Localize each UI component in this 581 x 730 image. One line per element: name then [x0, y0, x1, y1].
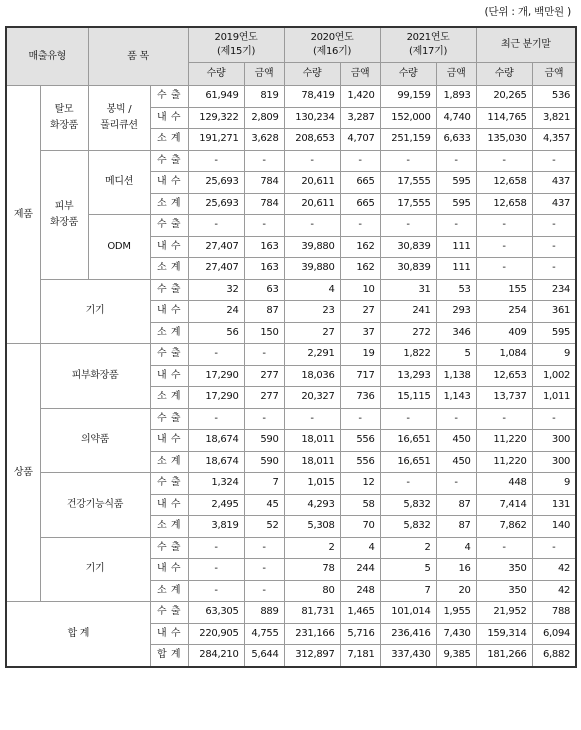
- category-label: 건강기능식품: [40, 473, 150, 538]
- value-cell: 1,138: [436, 365, 476, 387]
- value-cell: 3,628: [244, 129, 284, 151]
- value-cell: -: [284, 150, 340, 172]
- header-amt: 금액: [436, 63, 476, 86]
- value-cell: 1,002: [532, 365, 576, 387]
- value-cell: 10: [340, 279, 380, 301]
- value-cell: 30,839: [380, 236, 436, 258]
- value-cell: 129,322: [188, 107, 244, 129]
- category-label: 기기: [40, 279, 150, 344]
- value-cell: 31: [380, 279, 436, 301]
- header-amt: 금액: [532, 63, 576, 86]
- category-label: 탈모 화장품: [40, 86, 88, 151]
- header-2020: 2020연도 (제16기): [284, 27, 380, 63]
- row-type-label: 수 출: [150, 408, 188, 430]
- row-type-label: 내 수: [150, 559, 188, 581]
- value-cell: 18,674: [188, 430, 244, 452]
- value-cell: 18,036: [284, 365, 340, 387]
- value-cell: -: [532, 258, 576, 280]
- value-cell: 111: [436, 236, 476, 258]
- value-cell: -: [188, 537, 244, 559]
- value-cell: -: [380, 215, 436, 237]
- value-cell: -: [284, 215, 340, 237]
- value-cell: 717: [340, 365, 380, 387]
- value-cell: 819: [244, 86, 284, 108]
- value-cell: -: [380, 473, 436, 495]
- value-cell: 99,159: [380, 86, 436, 108]
- value-cell: -: [532, 150, 576, 172]
- value-cell: 350: [476, 559, 532, 581]
- value-cell: 16,651: [380, 430, 436, 452]
- value-cell: 254: [476, 301, 532, 323]
- value-cell: 52: [244, 516, 284, 538]
- value-cell: 5,308: [284, 516, 340, 538]
- value-cell: -: [188, 150, 244, 172]
- value-cell: 16,651: [380, 451, 436, 473]
- header-amt: 금액: [340, 63, 380, 86]
- value-cell: -: [476, 236, 532, 258]
- value-cell: -: [340, 215, 380, 237]
- value-cell: 27,407: [188, 258, 244, 280]
- value-cell: 24: [188, 301, 244, 323]
- row-type-label: 소 계: [150, 387, 188, 409]
- row-type-label: 내 수: [150, 236, 188, 258]
- header-qty: 수량: [476, 63, 532, 86]
- value-cell: 135,030: [476, 129, 532, 151]
- value-cell: 20,611: [284, 193, 340, 215]
- value-cell: 6,633: [436, 129, 476, 151]
- value-cell: 7,414: [476, 494, 532, 516]
- row-type-label: 소 계: [150, 322, 188, 344]
- value-cell: 437: [532, 172, 576, 194]
- value-cell: 27: [340, 301, 380, 323]
- header-2021: 2021연도 (제17기): [380, 27, 476, 63]
- value-cell: 12: [340, 473, 380, 495]
- value-cell: 191,271: [188, 129, 244, 151]
- value-cell: 556: [340, 451, 380, 473]
- value-cell: 19: [340, 344, 380, 366]
- value-cell: 45: [244, 494, 284, 516]
- value-cell: 15,115: [380, 387, 436, 409]
- header-qty: 수량: [284, 63, 340, 86]
- product-label: 메디션: [88, 150, 150, 215]
- value-cell: 361: [532, 301, 576, 323]
- value-cell: 131: [532, 494, 576, 516]
- value-cell: 18,011: [284, 451, 340, 473]
- value-cell: 272: [380, 322, 436, 344]
- value-cell: 18,674: [188, 451, 244, 473]
- value-cell: 312,897: [284, 645, 340, 667]
- row-type-label: 소 계: [150, 129, 188, 151]
- value-cell: 595: [436, 172, 476, 194]
- value-cell: 17,290: [188, 387, 244, 409]
- value-cell: 1,465: [340, 602, 380, 624]
- row-type-label: 수 출: [150, 473, 188, 495]
- value-cell: 140: [532, 516, 576, 538]
- total-label: 합 계: [6, 602, 150, 667]
- header-sales-type: 매출유형: [6, 27, 88, 86]
- value-cell: 234: [532, 279, 576, 301]
- value-cell: -: [244, 150, 284, 172]
- value-cell: 3,821: [532, 107, 576, 129]
- value-cell: 20,611: [284, 172, 340, 194]
- value-cell: 784: [244, 172, 284, 194]
- value-cell: 5,832: [380, 494, 436, 516]
- row-type-label: 내 수: [150, 365, 188, 387]
- product-label: 봉빅 / 풀리큐션: [88, 86, 150, 151]
- value-cell: 889: [244, 602, 284, 624]
- value-cell: -: [244, 344, 284, 366]
- value-cell: 4,740: [436, 107, 476, 129]
- category-label: 피부 화장품: [40, 150, 88, 279]
- value-cell: 7: [380, 580, 436, 602]
- value-cell: 536: [532, 86, 576, 108]
- value-cell: 70: [340, 516, 380, 538]
- value-cell: 595: [532, 322, 576, 344]
- value-cell: 4: [284, 279, 340, 301]
- header-qty: 수량: [380, 63, 436, 86]
- value-cell: 152,000: [380, 107, 436, 129]
- value-cell: -: [188, 344, 244, 366]
- value-cell: 11,220: [476, 451, 532, 473]
- row-type-label: 소 계: [150, 193, 188, 215]
- value-cell: 25,693: [188, 172, 244, 194]
- value-cell: -: [476, 537, 532, 559]
- value-cell: 231,166: [284, 623, 340, 645]
- value-cell: -: [532, 408, 576, 430]
- value-cell: 300: [532, 451, 576, 473]
- value-cell: 244: [340, 559, 380, 581]
- value-cell: -: [188, 559, 244, 581]
- value-cell: 18,011: [284, 430, 340, 452]
- row-type-label: 소 계: [150, 580, 188, 602]
- value-cell: 2,495: [188, 494, 244, 516]
- value-cell: 590: [244, 430, 284, 452]
- value-cell: 5,832: [380, 516, 436, 538]
- row-type-label: 내 수: [150, 301, 188, 323]
- value-cell: 12,658: [476, 172, 532, 194]
- value-cell: 17,555: [380, 193, 436, 215]
- value-cell: 11,220: [476, 430, 532, 452]
- value-cell: -: [380, 408, 436, 430]
- row-type-label: 소 계: [150, 451, 188, 473]
- value-cell: 7,181: [340, 645, 380, 667]
- row-type-label: 수 출: [150, 344, 188, 366]
- value-cell: 277: [244, 387, 284, 409]
- value-cell: 25,693: [188, 193, 244, 215]
- value-cell: 9,385: [436, 645, 476, 667]
- header-amt: 금액: [244, 63, 284, 86]
- value-cell: 155: [476, 279, 532, 301]
- row-type-label: 합 계: [150, 645, 188, 667]
- value-cell: 450: [436, 430, 476, 452]
- sales-table: [5, 26, 577, 668]
- value-cell: 590: [244, 451, 284, 473]
- value-cell: 437: [532, 193, 576, 215]
- value-cell: 27,407: [188, 236, 244, 258]
- value-cell: 1,822: [380, 344, 436, 366]
- row-type-label: 수 출: [150, 279, 188, 301]
- value-cell: 2,809: [244, 107, 284, 129]
- value-cell: -: [532, 236, 576, 258]
- value-cell: 346: [436, 322, 476, 344]
- value-cell: 236,416: [380, 623, 436, 645]
- value-cell: 17,555: [380, 172, 436, 194]
- value-cell: 3,819: [188, 516, 244, 538]
- value-cell: 277: [244, 365, 284, 387]
- value-cell: 665: [340, 172, 380, 194]
- value-cell: 6,094: [532, 623, 576, 645]
- row-type-label: 수 출: [150, 86, 188, 108]
- value-cell: 20,265: [476, 86, 532, 108]
- value-cell: 53: [436, 279, 476, 301]
- value-cell: -: [244, 215, 284, 237]
- sales-type-label: 제품: [6, 86, 40, 344]
- value-cell: 208,653: [284, 129, 340, 151]
- value-cell: -: [476, 408, 532, 430]
- value-cell: 63: [244, 279, 284, 301]
- value-cell: 1,011: [532, 387, 576, 409]
- value-cell: 37: [340, 322, 380, 344]
- value-cell: 300: [532, 430, 576, 452]
- value-cell: 665: [340, 193, 380, 215]
- value-cell: 58: [340, 494, 380, 516]
- value-cell: -: [340, 408, 380, 430]
- value-cell: 163: [244, 258, 284, 280]
- value-cell: 5,716: [340, 623, 380, 645]
- value-cell: 1,143: [436, 387, 476, 409]
- value-cell: -: [244, 580, 284, 602]
- value-cell: 39,880: [284, 258, 340, 280]
- row-type-label: 내 수: [150, 172, 188, 194]
- value-cell: 114,765: [476, 107, 532, 129]
- value-cell: 30,839: [380, 258, 436, 280]
- value-cell: 1,084: [476, 344, 532, 366]
- value-cell: 595: [436, 193, 476, 215]
- value-cell: 12,658: [476, 193, 532, 215]
- value-cell: 20: [436, 580, 476, 602]
- value-cell: 220,905: [188, 623, 244, 645]
- value-cell: -: [340, 150, 380, 172]
- value-cell: 4: [436, 537, 476, 559]
- value-cell: -: [532, 537, 576, 559]
- value-cell: 5: [436, 344, 476, 366]
- value-cell: 1,955: [436, 602, 476, 624]
- value-cell: 87: [436, 494, 476, 516]
- value-cell: -: [284, 408, 340, 430]
- value-cell: -: [476, 150, 532, 172]
- value-cell: 61,949: [188, 86, 244, 108]
- value-cell: 241: [380, 301, 436, 323]
- value-cell: 130,234: [284, 107, 340, 129]
- row-type-label: 소 계: [150, 258, 188, 280]
- value-cell: 409: [476, 322, 532, 344]
- value-cell: 159,314: [476, 623, 532, 645]
- value-cell: -: [188, 580, 244, 602]
- value-cell: 1,324: [188, 473, 244, 495]
- category-label: 피부화장품: [40, 344, 150, 409]
- value-cell: 150: [244, 322, 284, 344]
- product-label: ODM: [88, 215, 150, 280]
- value-cell: -: [436, 473, 476, 495]
- value-cell: 162: [340, 236, 380, 258]
- row-type-label: 수 출: [150, 215, 188, 237]
- value-cell: 4,357: [532, 129, 576, 151]
- value-cell: 6,882: [532, 645, 576, 667]
- header-item: 품 목: [88, 27, 188, 86]
- category-label: 기기: [40, 537, 150, 602]
- value-cell: 39,880: [284, 236, 340, 258]
- value-cell: 788: [532, 602, 576, 624]
- category-label: 의약품: [40, 408, 150, 473]
- value-cell: 12,653: [476, 365, 532, 387]
- value-cell: 5,644: [244, 645, 284, 667]
- header-latest-quarter: 최근 분기말: [476, 27, 576, 63]
- value-cell: 1,015: [284, 473, 340, 495]
- value-cell: 42: [532, 580, 576, 602]
- row-type-label: 수 출: [150, 602, 188, 624]
- value-cell: 163: [244, 236, 284, 258]
- value-cell: 23: [284, 301, 340, 323]
- value-cell: -: [436, 408, 476, 430]
- value-cell: 337,430: [380, 645, 436, 667]
- value-cell: -: [476, 215, 532, 237]
- value-cell: 81,731: [284, 602, 340, 624]
- value-cell: 111: [436, 258, 476, 280]
- sales-type-label: 상품: [6, 344, 40, 602]
- row-type-label: 내 수: [150, 430, 188, 452]
- row-type-label: 내 수: [150, 107, 188, 129]
- value-cell: 448: [476, 473, 532, 495]
- value-cell: 78,419: [284, 86, 340, 108]
- value-cell: 251,159: [380, 129, 436, 151]
- value-cell: 4,293: [284, 494, 340, 516]
- row-type-label: 내 수: [150, 623, 188, 645]
- value-cell: -: [436, 150, 476, 172]
- value-cell: 5: [380, 559, 436, 581]
- value-cell: 784: [244, 193, 284, 215]
- value-cell: -: [244, 408, 284, 430]
- value-cell: 181,266: [476, 645, 532, 667]
- header-2019: 2019연도 (제15기): [188, 27, 284, 63]
- value-cell: 78: [284, 559, 340, 581]
- value-cell: -: [188, 408, 244, 430]
- value-cell: 21,952: [476, 602, 532, 624]
- value-cell: -: [244, 559, 284, 581]
- value-cell: -: [436, 215, 476, 237]
- value-cell: 80: [284, 580, 340, 602]
- value-cell: 101,014: [380, 602, 436, 624]
- value-cell: 293: [436, 301, 476, 323]
- row-type-label: 내 수: [150, 494, 188, 516]
- value-cell: 13,737: [476, 387, 532, 409]
- row-type-label: 소 계: [150, 516, 188, 538]
- value-cell: 20,327: [284, 387, 340, 409]
- value-cell: 63,305: [188, 602, 244, 624]
- value-cell: 736: [340, 387, 380, 409]
- value-cell: 7: [244, 473, 284, 495]
- value-cell: 248: [340, 580, 380, 602]
- value-cell: 56: [188, 322, 244, 344]
- value-cell: 27: [284, 322, 340, 344]
- value-cell: 7,430: [436, 623, 476, 645]
- value-cell: -: [380, 150, 436, 172]
- value-cell: -: [188, 215, 244, 237]
- value-cell: -: [476, 258, 532, 280]
- value-cell: 13,293: [380, 365, 436, 387]
- value-cell: 556: [340, 430, 380, 452]
- header-qty: 수량: [188, 63, 244, 86]
- row-type-label: 수 출: [150, 537, 188, 559]
- value-cell: 2,291: [284, 344, 340, 366]
- value-cell: 4,707: [340, 129, 380, 151]
- value-cell: 9: [532, 473, 576, 495]
- value-cell: 42: [532, 559, 576, 581]
- value-cell: 350: [476, 580, 532, 602]
- value-cell: 2: [284, 537, 340, 559]
- value-cell: 2: [380, 537, 436, 559]
- value-cell: 162: [340, 258, 380, 280]
- value-cell: 7,862: [476, 516, 532, 538]
- row-type-label: 수 출: [150, 150, 188, 172]
- unit-note: (단위 : 개, 백만원 ): [484, 6, 571, 18]
- value-cell: 17,290: [188, 365, 244, 387]
- value-cell: 32: [188, 279, 244, 301]
- value-cell: -: [244, 537, 284, 559]
- value-cell: 3,287: [340, 107, 380, 129]
- value-cell: 284,210: [188, 645, 244, 667]
- value-cell: 87: [244, 301, 284, 323]
- value-cell: 87: [436, 516, 476, 538]
- value-cell: 4: [340, 537, 380, 559]
- value-cell: -: [532, 215, 576, 237]
- value-cell: 4,755: [244, 623, 284, 645]
- value-cell: 9: [532, 344, 576, 366]
- value-cell: 450: [436, 451, 476, 473]
- value-cell: 16: [436, 559, 476, 581]
- value-cell: 1,420: [340, 86, 380, 108]
- value-cell: 1,893: [436, 86, 476, 108]
